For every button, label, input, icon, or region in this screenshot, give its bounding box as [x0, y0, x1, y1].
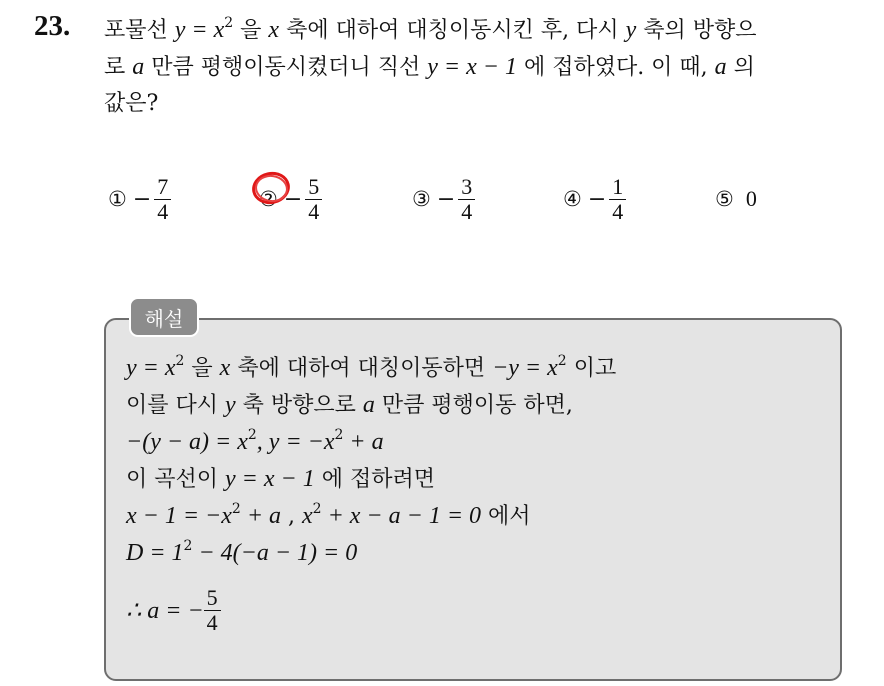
fraction — [154, 175, 171, 224]
numerator: 1 — [609, 175, 626, 200]
choice-number: ④ — [563, 187, 582, 211]
text-run: 만큼 평행이동시켰더니 직선 — [144, 55, 428, 80]
math-expression: x — [302, 503, 313, 529]
solution-tab: 해설 — [129, 297, 199, 337]
math-expression: D = 1 — [126, 540, 184, 566]
denominator: 4 — [308, 198, 320, 224]
question-line — [104, 12, 874, 49]
text-run: , — [281, 504, 302, 529]
choice-5[interactable] — [715, 166, 757, 232]
math-expression: y — [225, 392, 236, 418]
math-expression: a — [714, 54, 727, 80]
choice-number: ① — [108, 187, 127, 211]
choice-1[interactable] — [108, 166, 171, 232]
numerator: 7 — [154, 175, 171, 200]
question-number: 23. — [34, 10, 71, 42]
math-expression: x — [268, 17, 280, 43]
solution-line — [126, 350, 826, 387]
text-run: 축 방향으로 — [235, 393, 363, 418]
math-expression: x — [219, 355, 231, 381]
text-run: 을 — [184, 356, 220, 381]
math-expression: a — [362, 392, 375, 418]
fraction — [204, 586, 221, 635]
fraction — [458, 175, 475, 224]
math-expression: a — [132, 54, 145, 80]
minus-sign: − — [283, 186, 303, 212]
denominator: 4 — [461, 198, 473, 224]
math-expression: x − 1 = −x — [126, 503, 232, 529]
math-expression: , y = −x — [256, 429, 335, 455]
fraction — [609, 175, 626, 224]
math-expression: y = x − 1 — [427, 54, 517, 80]
text-run: 포물선 — [104, 18, 175, 43]
math-expression: y = x — [126, 355, 176, 381]
exponent: 2 — [231, 501, 241, 517]
solution-line — [126, 387, 826, 424]
exponent: 2 — [175, 353, 185, 369]
question-line — [104, 49, 874, 86]
denominator: 4 — [157, 198, 169, 224]
math-expression: −y = x — [492, 355, 558, 381]
math-expression: + a — [240, 503, 282, 529]
numerator: 3 — [458, 175, 475, 200]
text-run: 에서 — [481, 504, 531, 529]
exponent: 2 — [312, 501, 322, 517]
minus-sign: − — [132, 186, 152, 212]
text-run: 이 곡선이 — [126, 467, 225, 492]
minus-sign: − — [587, 186, 607, 212]
choice-4[interactable] — [563, 166, 626, 232]
exponent: 2 — [334, 427, 344, 443]
solution-line — [126, 461, 826, 498]
solution-line — [126, 535, 826, 572]
exponent: 2 — [247, 427, 257, 443]
text-run: 에 접하였다. 이 때, — [516, 55, 715, 80]
text-run: 축에 대하여 대칭이동하면 — [230, 356, 493, 381]
denominator: 4 — [206, 609, 218, 635]
exponent: 2 — [183, 538, 193, 554]
math-expression: y = x — [174, 17, 225, 43]
text-run: 이를 다시 — [126, 393, 225, 418]
math-expression: + x − a − 1 = 0 — [321, 503, 482, 529]
question-text — [104, 12, 874, 122]
choice-value: 0 — [745, 186, 757, 211]
numerator: 5 — [204, 586, 221, 611]
solution-body — [126, 350, 826, 640]
text-run: 로 — [104, 55, 133, 80]
exponent: 2 — [557, 353, 567, 369]
fraction — [305, 175, 322, 224]
solution-conclusion — [126, 580, 826, 640]
answer-choices — [0, 166, 884, 232]
minus-sign: − — [436, 186, 456, 212]
question-line — [104, 86, 874, 122]
text-run: 에 접하려면 — [314, 467, 435, 492]
text-run: 만큼 평행이동 하면, — [374, 393, 573, 418]
text-run: 축의 방향으 — [636, 18, 757, 43]
choice-number: ② — [259, 187, 278, 211]
text-run: 이고 — [566, 356, 617, 381]
text-run: 축에 대하여 대칭이동시킨 후, 다시 — [279, 18, 626, 43]
denominator: 4 — [612, 198, 624, 224]
choice-number: ③ — [412, 187, 431, 211]
math-expression: y = x − 1 — [225, 466, 315, 492]
math-expression: + a — [343, 429, 384, 455]
math-expression: y — [625, 17, 637, 43]
solution-line — [126, 498, 826, 535]
solution-line — [126, 424, 826, 461]
text-run: 값은? — [104, 91, 159, 116]
math-expression: −(y − a) = x — [126, 429, 248, 455]
choice-3[interactable] — [412, 166, 475, 232]
numerator: 5 — [305, 175, 322, 200]
text-run: 의 — [726, 55, 755, 80]
choice-number: ⑤ — [715, 187, 734, 211]
conclusion-prefix: ∴ a = − — [126, 597, 204, 624]
text-run: 을 — [233, 18, 269, 43]
math-expression: − 4(−a − 1) = 0 — [192, 540, 358, 566]
exponent: 2 — [224, 15, 234, 31]
